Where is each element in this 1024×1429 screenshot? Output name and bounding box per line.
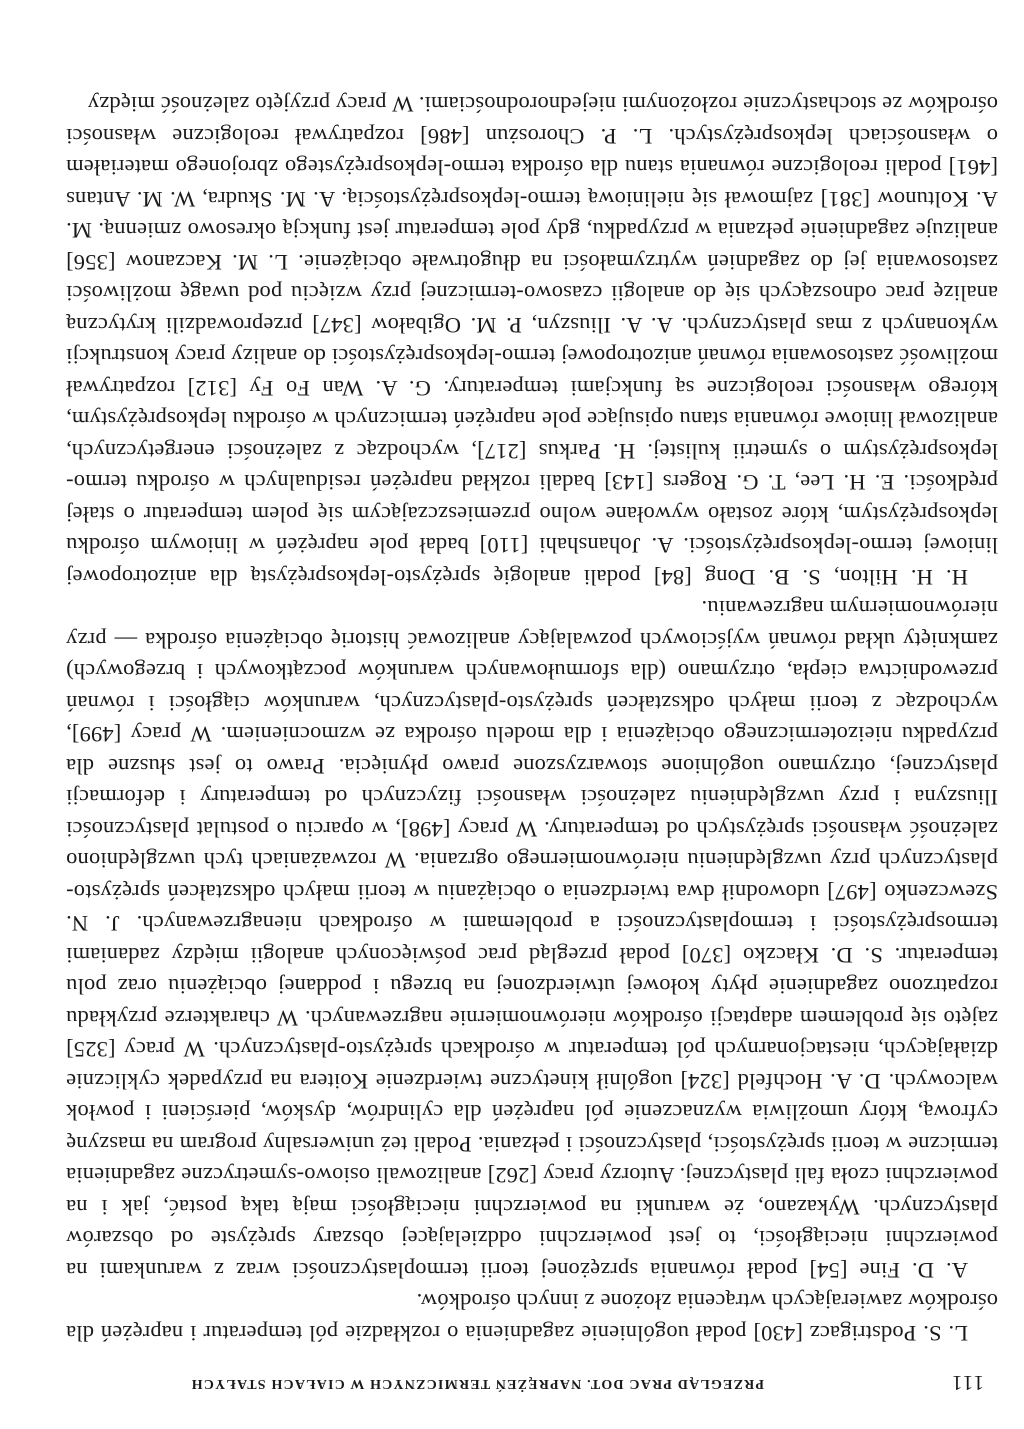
running-header-title: PRZEGLĄD PRAC DOT. NAPRĘŻEŃ TERMICZNYCH W CIAŁACH STAŁYCH (190, 1376, 764, 1391)
paragraph-fine: A. D. Fine [54] podał równania sprzężonej teorii termoplastyczności wraz z warunkami na powierzchni nieciągłości, to jest powierzchni oddzielającej obszary sprężyste od obszarów plastycznych. Wykazano, że warunki na powierzchni nieciągłości mają taką postać, jak i na powierzchni czoła fali plastycznej. Autorzy pracy [262] analizowali osiowo-symetryczne zagadnienia termiczne w teorii sprężystości, plastyczności i pełzania. Podali też uniwersalny program na maszynę cyfrową, który umożliwia wyznaczenie pól naprężeń dla cylindrów, dysków, pierścieni i powłok walcowych. D. A. Hochfeld [324] uogólnił kinetyczne twierdzenie Koitera na przypadek cyklicznie działających, niestacjonarnych pól temperatur w ośrodkach sprężysto-plastycznych. W pracy [325] zajęto się problemem adaptacji ośrodków nierównomiernie nagrzewanych. W charakterze przykładu rozpatrzono zagadnienie płyty kołowej utwierdzonej na brzegu i poddanej obciążeniu oraz polu temperatur. S. D. Kłaczko [370] podał przegląd prac poświęconych analogii między zadaniami termosprężystości i termoplastyczności a problemami w ośrodkach nienagrzewanych. J. N. Szewczenko [497] udowodnił dwa twierdzenia o obciążaniu w teorii małych odkształceń sprężysto-plastycznych przy uwzględnieniu nierównomiernego ogrzania. W rozważaniach tych uwzględniono zależność własności sprężystych od temperatury. W pracy [498], w oparciu o postulat plastyczności Iliuszyna i przy uwzględnieniu zależności własności fizycznych od temperatury i deformacji plastycznej, otrzymano uogólnione stowarzyszone prawo płynięcia. Prawo to jest słuszne dla przypadku nieizotermicznego obciążenia i dla modelu ośrodka ze wzmocnieniem. W pracy [499], wychodząc z teorii małych odkształceń sprężysto-plastycznych, warunków ciągłości i równań przewodnictwa ciepła, otrzymano (dla sformułowanych warunków początkowych i brzegowych) zamknięty układ równań wyjściowych pozwalający analizować historię obciążenia ośrodka — przy nierównomiernym nagrzewaniu. (66, 596, 998, 1283)
running-header (54, 1365, 984, 1395)
paragraph-podstrigacz: L. S. Podstrigacz [430] podał uogólnienie zagadnienia o rozkładzie pól temperatur i naprężeń dla ośrodków zawierających wtrącenia złożone z innych ośrodków. (66, 1289, 998, 1346)
page-number: 111 (951, 1371, 984, 1395)
body-text (66, 89, 998, 1349)
paragraph-hilton: H. H. Hilton, S. B. Dong [84] podali analogię sprężysto-lepkosprężystą dla anizotropowej liniowej termo-lepkosprężystości. A. Johanshahi [110] badał pole naprężeń w liniowym ośrodku lepkosprężystym, które zostało wywołane wolno przemieszczającym się polem temperatur o stałej prędkości. E. H. Lee, T. G. Rogers [143] badali rozkład naprężeń residualnych w ośrodku termo-lepkosprężystym o symetrii kulistej. H. Parkus [217], wychodząc z zależności energetycznych, analizował liniowe równania stanu opisujące pole naprężeń termicznych w ośrodku lepkosprężystym, którego własności reologiczne są funkcjami temperatury. G. A. Wan Fo Fy [312] rozpatrywał możliwość zastosowania równań anizotropowej termo-lepkosprężystości do analizy pracy konstrukcji wykonanych z mas plastycznych. A. A. Iliuszyn, P. M. Ogibałow [347] przeprowadzili krytyczną analizę prac odnoszących się do analogii czasowo-termicznej przy wzięciu pod uwagę możliwości zastosowania jej do zagadnień wytrzymałości na długotrwałe obciążenie. L. M. Kaczanow [356] analizuje zagadnienie pełzania w przypadku, gdy pole temperatur jest funkcją okresowo zmienną. M. A. Koltunow [381] zajmował się nieliniową termo-lepkosprężystością. A. M. Skudra, W. M. Antans [461] podali reologiczne równania stanu dla ośrodka termo-lepkosprężystego zbrojonego materiałem o własnościach lepkosprężystych. L. P. Chorosżun [486] rozpatrywał reologiczne własności ośrodków ze stochastycznie rozłożonymi niejednorodnościami. W pracy przyjęto zależność między (66, 92, 998, 590)
